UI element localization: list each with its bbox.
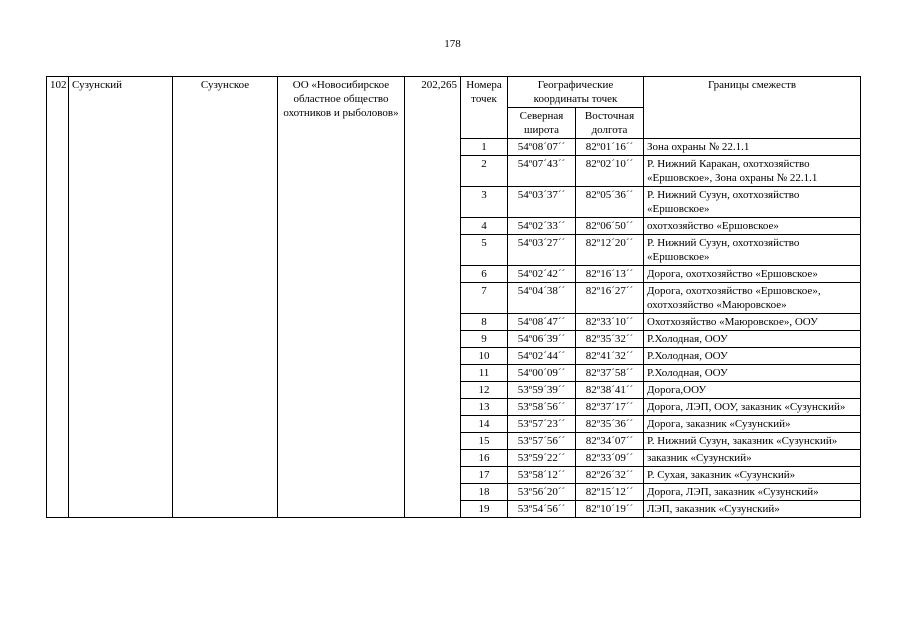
hunting-ground-name: Сузунское <box>173 77 278 518</box>
longitude-header: Восточная долгота <box>576 108 644 139</box>
latitude-value: 53º57´56´´ <box>508 433 576 450</box>
latitude-value: 53º58´12´´ <box>508 467 576 484</box>
latitude-value: 54º03´37´´ <box>508 187 576 218</box>
latitude-value: 54º00´09´´ <box>508 365 576 382</box>
longitude-value: 82º15´12´´ <box>576 484 644 501</box>
boundary-description: Р. Сухая, заказник «Сузунский» <box>644 467 861 484</box>
longitude-value: 82º41´32´´ <box>576 348 644 365</box>
point-number: 19 <box>461 501 508 518</box>
latitude-value: 53º57´23´´ <box>508 416 576 433</box>
boundary-description: Р.Холодная, ООУ <box>644 365 861 382</box>
point-number: 8 <box>461 314 508 331</box>
boundary-description: Дорога, охотхозяйство «Ершовское» <box>644 266 861 283</box>
header-row <box>47 77 861 108</box>
boundary-description: Дорога, ЛЭП, заказник «Сузунский» <box>644 484 861 501</box>
point-number: 17 <box>461 467 508 484</box>
longitude-value: 82º01´16´´ <box>576 139 644 156</box>
point-number: 16 <box>461 450 508 467</box>
area-value: 202,265 <box>405 77 461 518</box>
boundary-description: ЛЭП, заказник «Сузунский» <box>644 501 861 518</box>
longitude-value: 82º16´27´´ <box>576 283 644 314</box>
boundary-description: Р. Нижний Сузун, заказник «Сузунский» <box>644 433 861 450</box>
latitude-header: Северная широта <box>508 108 576 139</box>
latitude-value: 53º59´39´´ <box>508 382 576 399</box>
longitude-value: 82º02´10´´ <box>576 156 644 187</box>
longitude-value: 82º35´36´´ <box>576 416 644 433</box>
point-number: 15 <box>461 433 508 450</box>
latitude-value: 53º54´56´´ <box>508 501 576 518</box>
point-number: 13 <box>461 399 508 416</box>
boundary-description: Зона охраны № 22.1.1 <box>644 139 861 156</box>
latitude-value: 53º59´22´´ <box>508 450 576 467</box>
point-number: 14 <box>461 416 508 433</box>
coordinates-header: Географические координаты точек <box>508 77 644 108</box>
latitude-value: 53º56´20´´ <box>508 484 576 501</box>
longitude-value: 82º35´32´´ <box>576 331 644 348</box>
point-number: 4 <box>461 218 508 235</box>
boundary-description: Охотхозяйство «Маюровское», ООУ <box>644 314 861 331</box>
boundaries-table <box>46 76 861 518</box>
longitude-value: 82º26´32´´ <box>576 467 644 484</box>
point-number: 6 <box>461 266 508 283</box>
point-number: 7 <box>461 283 508 314</box>
longitude-value: 82º10´19´´ <box>576 501 644 518</box>
hunting-user-name: ОО «Новосибирское областное общество охотников и рыболовов» <box>278 77 405 518</box>
longitude-value: 82º34´07´´ <box>576 433 644 450</box>
latitude-value: 54º02´33´´ <box>508 218 576 235</box>
point-number: 12 <box>461 382 508 399</box>
district-name: Сузунский <box>69 77 173 518</box>
page-number: 178 <box>444 38 461 50</box>
boundary-description: Р. Нижний Сузун, охотхозяйство «Ершовское» <box>644 235 861 266</box>
record-number: 102 <box>47 77 69 518</box>
point-number: 5 <box>461 235 508 266</box>
boundaries-header: Границы смежеств <box>644 77 861 139</box>
longitude-value: 82º33´09´´ <box>576 450 644 467</box>
longitude-value: 82º33´10´´ <box>576 314 644 331</box>
boundary-description: Р.Холодная, ООУ <box>644 348 861 365</box>
boundary-description: Р. Нижний Сузун, охотхозяйство «Ершовское» <box>644 187 861 218</box>
point-number: 18 <box>461 484 508 501</box>
latitude-value: 54º06´39´´ <box>508 331 576 348</box>
longitude-value: 82º37´17´´ <box>576 399 644 416</box>
point-number: 10 <box>461 348 508 365</box>
longitude-value: 82º06´50´´ <box>576 218 644 235</box>
latitude-value: 54º07´43´´ <box>508 156 576 187</box>
boundary-description: охотхозяйство «Ершовское» <box>644 218 861 235</box>
latitude-value: 54º02´44´´ <box>508 348 576 365</box>
latitude-value: 54º08´47´´ <box>508 314 576 331</box>
longitude-value: 82º38´41´´ <box>576 382 644 399</box>
longitude-value: 82º12´20´´ <box>576 235 644 266</box>
boundary-description: Дорога, ЛЭП, ООУ, заказник «Сузунский» <box>644 399 861 416</box>
latitude-value: 54º03´27´´ <box>508 235 576 266</box>
boundary-description: Р.Холодная, ООУ <box>644 331 861 348</box>
point-number: 3 <box>461 187 508 218</box>
latitude-value: 53º58´56´´ <box>508 399 576 416</box>
longitude-value: 82º16´13´´ <box>576 266 644 283</box>
longitude-value: 82º37´58´´ <box>576 365 644 382</box>
point-number: 11 <box>461 365 508 382</box>
boundary-description: Дорога, охотхозяйство «Ершовское», охотхозяйство «Маюровское» <box>644 283 861 314</box>
boundary-description: Дорога, заказник «Сузунский» <box>644 416 861 433</box>
latitude-value: 54º04´38´´ <box>508 283 576 314</box>
point-number: 9 <box>461 331 508 348</box>
table-body <box>47 77 861 518</box>
boundary-description: Р. Нижний Каракан, охотхозяйство «Ершовское», Зона охраны № 22.1.1 <box>644 156 861 187</box>
point-number-header: Номера точек <box>461 77 508 139</box>
latitude-value: 54º02´42´´ <box>508 266 576 283</box>
latitude-value: 54º08´07´´ <box>508 139 576 156</box>
boundary-description: Дорога,ООУ <box>644 382 861 399</box>
point-number: 1 <box>461 139 508 156</box>
point-number: 2 <box>461 156 508 187</box>
boundary-description: заказник «Сузунский» <box>644 450 861 467</box>
longitude-value: 82º05´36´´ <box>576 187 644 218</box>
